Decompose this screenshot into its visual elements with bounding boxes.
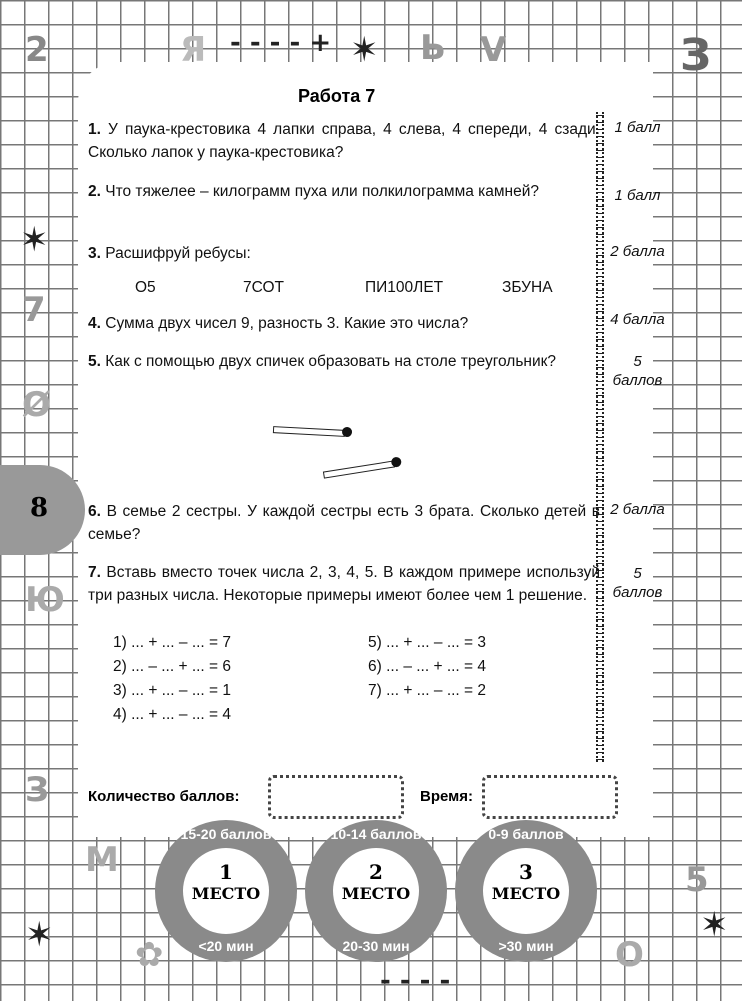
medal-place: 1: [219, 860, 233, 884]
medal-score: 0-9 баллов: [488, 826, 564, 842]
time-label: Время:: [420, 788, 473, 805]
star-icon: ✶: [350, 30, 379, 70]
letter-decoration-icon: 5: [685, 860, 709, 900]
letter-decoration-icon: O: [615, 935, 644, 975]
question-4: 4. Сумма двух чисел 9, разность 3. Какие это числа?: [88, 315, 469, 332]
medal-center: [183, 848, 269, 934]
medal-center: [333, 848, 419, 934]
points-3: 2 балла: [610, 243, 665, 260]
points-2: 1 балл: [614, 187, 661, 204]
rebus: ПИ100ЛЕТ: [365, 279, 444, 296]
letter-decoration-icon: З: [25, 770, 50, 810]
score-label: Количество баллов:: [88, 788, 240, 805]
points-5: 5 баллов: [612, 353, 663, 389]
equation: 5) ... + ... – ... = 3: [368, 634, 487, 651]
question-2: 2. Что тяжелее – килограмм пуха или полкилограмма камней?: [88, 183, 540, 200]
letter-decoration-icon: Я: [180, 30, 207, 70]
medal-score: 15-20 баллов: [180, 826, 272, 842]
medal-time: 20-30 мин: [342, 938, 410, 954]
medal-2nd-place: [305, 820, 447, 962]
divider-line: [596, 112, 604, 762]
medal-center: [483, 848, 569, 934]
equation: 1) ... + ... – ... = 7: [113, 634, 232, 651]
letter-decoration-icon: З: [680, 30, 712, 81]
question-6: 6. В семье 2 сестры. У каждой сестры есть 3 брата. Сколько детей в семье?: [88, 503, 600, 543]
medal-1st-place: [155, 820, 297, 962]
points-7: 5 баллов: [612, 565, 663, 601]
question-3: 3. Расшифруй ребусы:: [88, 245, 251, 262]
time-field[interactable]: [482, 775, 618, 819]
points-4: 4 балла: [610, 311, 665, 328]
letter-decoration-icon: 7: [22, 290, 46, 330]
question-7: 7. Вставь вместо точек числа 2, 3, 4, 5. В каждом примере используй три разных числа. Некоторые примеры имеют более чем 1 решение.: [88, 564, 601, 604]
medal-word: МЕСТО: [191, 884, 261, 903]
letter-decoration-icon: Ь: [420, 28, 446, 68]
letter-decoration-icon: V: [480, 30, 507, 70]
equation: 2) ... – ... + ... = 6: [113, 658, 232, 675]
question-1: 1. У паука-крестовика 4 лапки справа, 4 слева, 4 спереди, 4 сзади. Сколько лапок у паука-крестовика?: [88, 121, 600, 161]
equation: 6) ... – ... + ... = 4: [368, 658, 487, 675]
letter-decoration-icon: M: [85, 840, 119, 880]
medal-place: 3: [519, 860, 533, 884]
flower-icon: ✿: [135, 935, 164, 975]
rebus: 7СОТ: [243, 279, 284, 296]
medal-3rd-place: [455, 820, 597, 962]
letter-decoration-icon: Ю: [25, 580, 65, 620]
score-field[interactable]: [268, 775, 404, 819]
equation: 4) ... + ... – ... = 4: [113, 706, 232, 723]
equation: 3) ... + ... – ... = 1: [113, 682, 232, 699]
page-title: Работа 7: [298, 86, 376, 106]
page-number-tab: [0, 465, 85, 555]
equation: 7) ... + ... – ... = 2: [368, 682, 487, 699]
letter-decoration-icon: Ø: [22, 385, 51, 425]
rebus: ЗБУНА: [502, 279, 553, 296]
dashes-decoration-icon: - - - - +: [230, 28, 332, 58]
page-number: 8: [30, 493, 49, 523]
medal-place: 2: [369, 860, 383, 884]
star-icon: ✶: [20, 220, 49, 260]
star-icon: ✶: [25, 915, 54, 955]
points-1: 1 балл: [614, 119, 661, 136]
points-6: 2 балла: [610, 501, 665, 518]
letter-decoration-icon: 2: [25, 30, 49, 70]
dashes-decoration-icon: - - - -: [380, 966, 451, 996]
star-icon: ✶: [700, 905, 729, 945]
question-5: 5. Как с помощью двух спичек образовать на столе треугольник?: [88, 353, 557, 370]
medal-time: <20 мин: [198, 938, 254, 954]
rebus: О5: [135, 279, 156, 296]
medal-word: МЕСТО: [491, 884, 561, 903]
medal-word: МЕСТО: [341, 884, 411, 903]
medal-time: >30 мин: [498, 938, 554, 954]
medal-score: 10-14 баллов: [330, 826, 422, 842]
